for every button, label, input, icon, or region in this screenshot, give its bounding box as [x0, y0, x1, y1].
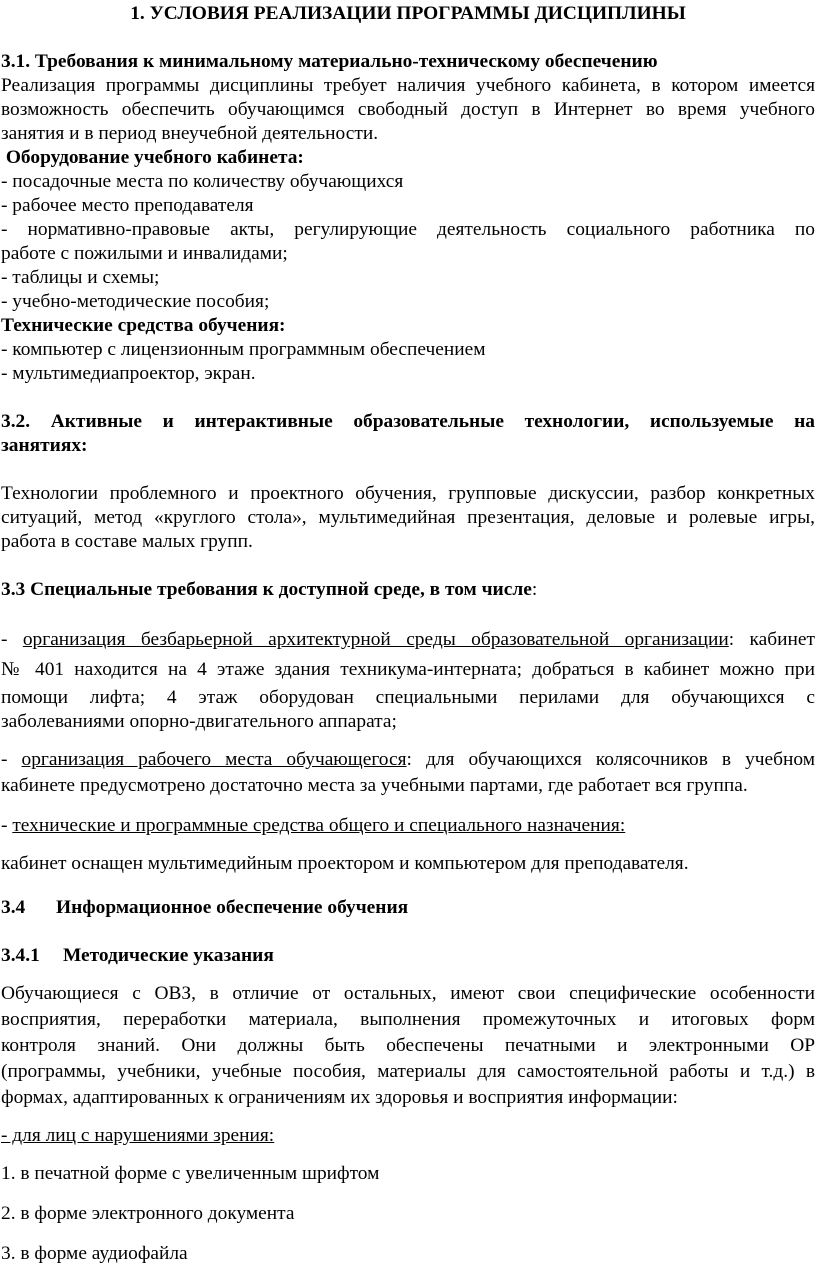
- access-item-3-first-line: [1, 814, 815, 838]
- vision-impaired-heading: - для лиц с нарушениями зрения:: [1, 1125, 275, 1146]
- section-3-3-colon: :: [531, 579, 538, 600]
- tech-means-heading: Технические средства обучения:: [1, 315, 286, 336]
- s32-para-line-2: ситуаций, метод «круглого стола», мультимедийная презентация, деловые и ролевые игры,: [1, 507, 815, 528]
- equipment-item: - рабочее место преподавателя: [1, 195, 254, 216]
- access-item-dash: -: [1, 749, 22, 770]
- s32-para-line-3: работа в составе малых групп.: [1, 531, 253, 552]
- section-3-2-heading: 3.2. Активные и интерактивные образовательные технологии, используемые на: [1, 411, 815, 432]
- section-title: 1. УСЛОВИЯ РЕАЛИЗАЦИИ ПРОГРАММЫ ДИСЦИПЛИНЫ: [130, 3, 686, 24]
- access-item-1-underlined: организация безбарьерной архитектурной среды образовательной организации: [22, 629, 729, 650]
- s32-para-line-1: Технологии проблемного и проектного обучения, групповые дискуссии, разбор конкретных: [1, 483, 815, 504]
- section-3-2-heading-cont: занятиях:: [1, 435, 88, 456]
- access-item-2-line: кабинете предусмотрено достаточно места за учебными партами, где работает вся группа.: [1, 775, 748, 796]
- s341-para-line-1: Обучающиеся с ОВЗ, в отличие от остальных, имеют свои специфические особенности: [1, 983, 815, 1004]
- s341-para-line-4: (программы, учебники, учебные пособия, материалы для самостоятельной работы и т.д.) в: [1, 1061, 815, 1082]
- s31-para-line-2: возможность обеспечить обучающимся свободный доступ в Интернет во время учебного: [1, 99, 815, 120]
- access-item-1-line: № 401 находится на 4 этаже здания техникума-интерната; добраться в кабинет можно при: [1, 659, 815, 680]
- vision-format-item: 2. в форме электронного документа: [1, 1203, 295, 1224]
- s341-para-line-3: контроля знаний. Они должны быть обеспечены печатными и электронными ОР: [1, 1035, 815, 1056]
- s31-para-line-1: Реализация программы дисциплины требует наличия учебного кабинета, в котором имеется: [1, 75, 815, 96]
- tech-means-item: - компьютер с лицензионным программным обеспечением: [1, 339, 486, 360]
- section-3-4-number: 3.4: [1, 897, 26, 918]
- equipment-item: - посадочные места по количеству обучающихся: [1, 171, 404, 192]
- access-item-1-line: помощи лифта; 4 этаж оборудован специальными перилами для обучающихся с: [1, 687, 815, 708]
- tech-means-item: - мультимедиапроектор, экран.: [1, 363, 256, 384]
- vision-format-item: 3. в форме аудиофайла: [1, 1243, 188, 1264]
- access-item-2-first-line: [1, 748, 815, 772]
- equipment-item-continuation: работе с пожилыми и инвалидами;: [1, 243, 288, 264]
- access-item-2-rest: : для обучающихся колясочников в учебном: [406, 749, 816, 770]
- section-3-1-heading: 3.1. Требования к минимальному материально-техническому обеспечению: [1, 51, 658, 72]
- section-3-4-1-heading-line: [1, 944, 815, 968]
- access-item-1-line: заболеваниями опорно-двигательного аппарата;: [1, 711, 397, 732]
- equipment-heading: Оборудование учебного кабинета:: [1, 147, 304, 168]
- access-item-1-rest: : кабинет: [728, 629, 815, 650]
- vision-format-item: 1. в печатной форме с увеличенным шрифтом: [1, 1163, 380, 1184]
- access-item-1-first-line: [1, 628, 815, 652]
- access-item-dash: -: [1, 629, 23, 650]
- section-3-4-heading: Информационное обеспечение обучения: [56, 897, 409, 918]
- section-3-4-1-heading: Методические указания: [63, 945, 274, 966]
- access-item-2-underlined: организация рабочего места обучающегося: [21, 749, 407, 770]
- s341-para-line-2: восприятия, переработки материала, выполнения промежуточных и итоговых форм: [1, 1009, 815, 1030]
- equipment-item: - учебно-методические пособия;: [1, 291, 270, 312]
- access-item-dash: -: [1, 815, 13, 836]
- section-3-3-heading-line: [1, 578, 815, 602]
- access-item-3-underlined: технические и программные средства общего и специального назначения:: [12, 815, 626, 836]
- section-3-4-1-number: 3.4.1: [1, 945, 40, 966]
- access-item-3-line: кабинет оснащен мультимедийным проектором и компьютером для преподавателя.: [1, 853, 689, 874]
- equipment-item: - таблицы и схемы;: [1, 267, 160, 288]
- section-3-4-heading-line: [1, 896, 815, 920]
- s341-para-line-5: формах, адаптированных к ограничениям их здоровья и восприятия информации:: [1, 1087, 678, 1108]
- section-3-3-heading: 3.3 Специальные требования к доступной среде, в том числе: [1, 579, 532, 600]
- equipment-item: - нормативно-правовые акты, регулирующие деятельность социального работника по: [1, 219, 815, 240]
- s31-para-line-3: занятия и в период внеучебной деятельности.: [1, 123, 379, 144]
